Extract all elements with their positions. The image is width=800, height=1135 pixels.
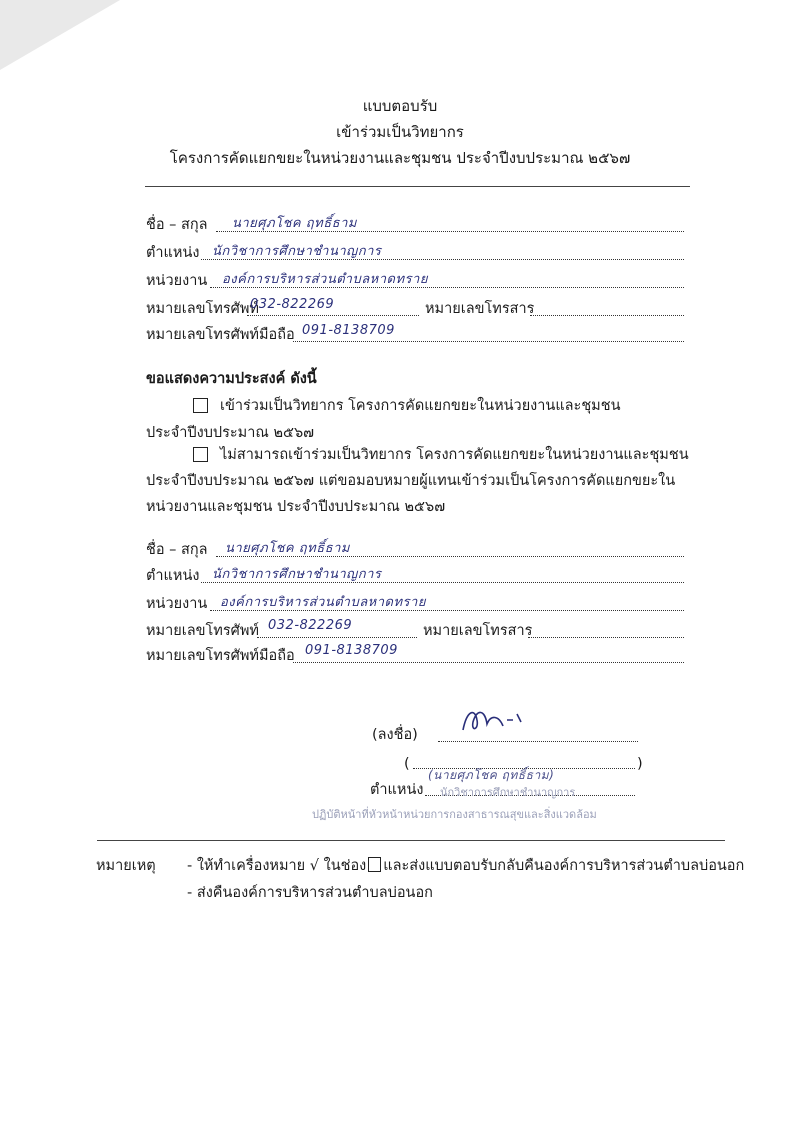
rep-name-label: ชื่อ – สกุล <box>146 542 208 558</box>
signer-name: (นายศุภโชค ฤทธิ์ธาม) <box>428 768 555 782</box>
sign-line[interactable] <box>438 741 638 742</box>
remarks-line1-part-b: และส่งแบบตอบรับกลับคืนองค์การบริหารส่วนตำบลบ่อนอก <box>383 858 745 874</box>
name-label: ชื่อ – สกุล <box>146 217 208 233</box>
mobile-line <box>293 341 684 342</box>
fax-label: หมายเลขโทรสาร <box>425 301 535 317</box>
rep-phone-value[interactable]: 032-822269 <box>268 618 353 633</box>
agency-label: หน่วยงาน <box>146 273 208 289</box>
rep-name-value[interactable]: นายศุภโชค ฤทธิ์ธาม <box>225 541 350 556</box>
form-subtitle: เข้าร่วมเป็นวิทยากร <box>336 123 464 141</box>
position-value[interactable]: นักวิชาการศึกษาชำนาญการ <box>212 244 382 259</box>
option-delegate-line3: หน่วยงานและชุมชน ประจำปีงบประมาณ ๒๕๖๗ <box>146 499 446 515</box>
rep-mobile-label: หมายเลขโทรศัพท์มือถือ <box>146 648 295 664</box>
signer-close-paren: ) <box>637 756 643 772</box>
option-attend-line2: ประจำปีงบประมาณ ๒๕๖๗ <box>146 425 315 441</box>
option-attend-checkbox[interactable] <box>193 398 208 413</box>
folded-corner <box>0 0 120 70</box>
rep-phone-label: หมายเลขโทรศัพท์ <box>146 623 259 639</box>
signer-faded-line: ปฏิบัติหน้าที่หัวหน้าหน่วยการกองสาธารณสุขและสิ่งแวดล้อม <box>312 808 597 821</box>
rep-mobile-value[interactable]: 091-8138709 <box>305 643 398 658</box>
option-delegate-line2: ประจำปีงบประมาณ ๒๕๖๗ แต่ขอมอบหมายผู้แทนเข้าร่วมเป็นโครงการคัดแยกขยะใน <box>146 473 676 489</box>
position-label: ตำแหน่ง <box>146 245 200 261</box>
signer-open-paren: ( <box>404 756 410 772</box>
signer-position-faded: นักวิชาการศึกษาชำนาญการ <box>440 786 576 799</box>
form-title: แบบตอบรับ <box>362 97 438 115</box>
rep-agency-label: หน่วยงาน <box>146 596 208 612</box>
option-delegate-line1: ไม่สามารถเข้าร่วมเป็นวิทยากร โครงการคัดแยกขยะในหน่วยงานและชุมชน <box>220 447 689 463</box>
agency-value[interactable]: องค์การบริหารส่วนตำบลหาดทราย <box>222 272 428 287</box>
phone-line <box>247 315 419 316</box>
mobile-label: หมายเลขโทรศัพท์มือถือ <box>146 327 295 343</box>
signer-position-label: ตำแหน่ง <box>370 782 424 798</box>
option-delegate-checkbox[interactable] <box>193 447 208 462</box>
rep-mobile-line <box>293 662 684 663</box>
name-value[interactable]: นายศุภโชค ฤทธิ์ธาม <box>232 216 357 231</box>
rep-position-value[interactable]: นักวิชาการศึกษาชำนาญการ <box>212 567 382 582</box>
fax-line <box>530 315 684 316</box>
checkbox-sample-icon <box>368 857 381 872</box>
rep-agency-value[interactable]: องค์การบริหารส่วนตำบลหาดทราย <box>220 595 426 610</box>
header-divider <box>145 186 690 187</box>
remarks-line2: - ส่งคืนองค์การบริหารส่วนตำบลบ่อนอก <box>187 885 433 901</box>
phone-value[interactable]: 032-822269 <box>250 297 335 312</box>
remarks-label: หมายเหตุ <box>96 858 156 874</box>
remarks-line1-part-a: - ให้ทำเครื่องหมาย √ ในช่อง <box>187 858 367 874</box>
remarks-divider <box>97 840 725 841</box>
project-title: โครงการคัดแยกขยะในหน่วยงานและชุมชน ประจำปีงบประมาณ ๒๕๖๗ <box>169 149 631 167</box>
option-attend-line1: เข้าร่วมเป็นวิทยากร โครงการคัดแยกขยะในหน่วยงานและชุมชน <box>220 398 621 414</box>
phone-label: หมายเลขโทรศัพท์ <box>146 301 259 317</box>
intent-heading: ขอแสดงความประสงค์ ดังนี้ <box>146 371 317 387</box>
handwritten-signature <box>455 700 535 740</box>
mobile-value[interactable]: 091-8138709 <box>302 323 395 338</box>
rep-phone-line <box>257 637 417 638</box>
rep-position-label: ตำแหน่ง <box>146 568 200 584</box>
rep-fax-label: หมายเลขโทรสาร <box>423 623 533 639</box>
rep-fax-line <box>528 637 684 638</box>
sign-label: (ลงชื่อ) <box>372 727 418 743</box>
remarks-line1 <box>187 857 744 875</box>
